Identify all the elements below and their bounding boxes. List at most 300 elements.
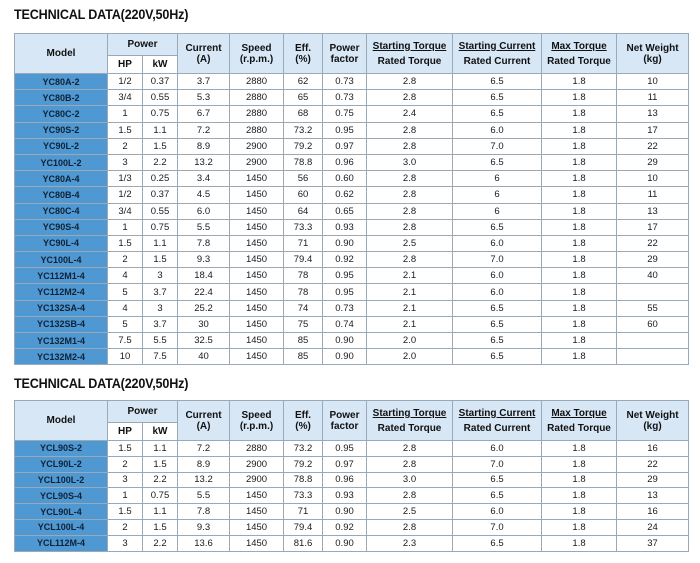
- table-row: [15, 504, 689, 520]
- table-row: [15, 441, 689, 457]
- table-row: [15, 488, 689, 504]
- cell-power-factor: 0.62: [323, 187, 367, 203]
- cell-speed: 2900: [230, 154, 284, 170]
- cell-net-weight: 13: [617, 488, 689, 504]
- cell-starting-torque-ratio: 2.1: [367, 316, 453, 332]
- header-hp: HP: [108, 423, 143, 441]
- cell-starting-torque-ratio: 2.8: [367, 519, 453, 535]
- cell-starting-torque-ratio: 2.3: [367, 535, 453, 551]
- cell-current: 13.6: [178, 535, 230, 551]
- cell-hp: 1/2: [108, 74, 143, 90]
- cell-net-weight: 11: [617, 90, 689, 106]
- cell-kw: 0.75: [143, 219, 178, 235]
- cell-net-weight: 29: [617, 252, 689, 268]
- cell-max-torque-ratio: 1.8: [542, 316, 617, 332]
- header-current: Current (A): [178, 401, 230, 441]
- cell-starting-torque-ratio: 2.8: [367, 138, 453, 154]
- cell-starting-torque-ratio: 2.8: [367, 74, 453, 90]
- header-model: Model: [15, 401, 108, 441]
- cell-model: YC132SB-4: [15, 316, 108, 332]
- table-row: [15, 187, 689, 203]
- cell-kw: 2.2: [143, 154, 178, 170]
- header-speed: Speed (r.p.m.): [230, 401, 284, 441]
- cell-efficiency: 74: [284, 300, 323, 316]
- cell-model: YC132M1-4: [15, 333, 108, 349]
- table-row: [15, 90, 689, 106]
- header-power: Power: [108, 34, 178, 56]
- cell-max-torque-ratio: 1.8: [542, 122, 617, 138]
- cell-current: 8.9: [178, 138, 230, 154]
- cell-efficiency: 78: [284, 268, 323, 284]
- table-row: [15, 284, 689, 300]
- header-hp: HP: [108, 56, 143, 74]
- cell-hp: 10: [108, 349, 143, 365]
- cell-kw: 1.1: [143, 441, 178, 457]
- cell-max-torque-ratio: 1.8: [542, 349, 617, 365]
- header-starting-torque: Starting Torque Rated Torque: [367, 34, 453, 74]
- cell-hp: 1.5: [108, 441, 143, 457]
- cell-hp: 1/2: [108, 187, 143, 203]
- cell-max-torque-ratio: 1.8: [542, 219, 617, 235]
- cell-efficiency: 79.2: [284, 138, 323, 154]
- header-starting-current: Starting Current Rated Current: [453, 401, 542, 441]
- header-kw: kW: [143, 423, 178, 441]
- cell-starting-torque-ratio: 2.1: [367, 300, 453, 316]
- cell-model: YC100L-4: [15, 252, 108, 268]
- cell-starting-torque-ratio: 2.5: [367, 235, 453, 251]
- cell-starting-current-ratio: 6.5: [453, 219, 542, 235]
- cell-kw: 3.7: [143, 316, 178, 332]
- table-row: [15, 316, 689, 332]
- cell-net-weight: 22: [617, 456, 689, 472]
- cell-starting-current-ratio: 7.0: [453, 252, 542, 268]
- cell-model: YCL112M-4: [15, 535, 108, 551]
- cell-efficiency: 73.2: [284, 441, 323, 457]
- cell-efficiency: 56: [284, 171, 323, 187]
- cell-kw: 2.2: [143, 535, 178, 551]
- header-net-weight: Net Weight (kg): [617, 34, 689, 74]
- cell-efficiency: 60: [284, 187, 323, 203]
- cell-efficiency: 79.4: [284, 519, 323, 535]
- cell-speed: 1450: [230, 316, 284, 332]
- cell-model: YCL100L-2: [15, 472, 108, 488]
- cell-hp: 4: [108, 300, 143, 316]
- cell-starting-current-ratio: 6.5: [453, 74, 542, 90]
- cell-net-weight: [617, 284, 689, 300]
- table-row: [15, 519, 689, 535]
- cell-speed: 1450: [230, 519, 284, 535]
- cell-kw: 0.75: [143, 106, 178, 122]
- cell-starting-torque-ratio: 2.0: [367, 333, 453, 349]
- cell-kw: 2.2: [143, 472, 178, 488]
- cell-hp: 4: [108, 268, 143, 284]
- cell-starting-current-ratio: 6.5: [453, 316, 542, 332]
- cell-speed: 1450: [230, 535, 284, 551]
- header-net-weight: Net Weight (kg): [617, 401, 689, 441]
- cell-hp: 5: [108, 284, 143, 300]
- cell-model: YCL90L-4: [15, 504, 108, 520]
- cell-starting-torque-ratio: 2.8: [367, 456, 453, 472]
- cell-model: YC90L-2: [15, 138, 108, 154]
- cell-kw: 0.75: [143, 488, 178, 504]
- cell-kw: 1.1: [143, 122, 178, 138]
- cell-max-torque-ratio: 1.8: [542, 252, 617, 268]
- cell-hp: 1: [108, 106, 143, 122]
- header-power: Power: [108, 401, 178, 423]
- cell-starting-current-ratio: 6.5: [453, 106, 542, 122]
- cell-current: 6.7: [178, 106, 230, 122]
- cell-starting-current-ratio: 6.0: [453, 122, 542, 138]
- cell-model: YC90S-4: [15, 219, 108, 235]
- cell-efficiency: 68: [284, 106, 323, 122]
- cell-model: YC90S-2: [15, 122, 108, 138]
- cell-hp: 1/3: [108, 171, 143, 187]
- cell-efficiency: 73.2: [284, 122, 323, 138]
- cell-current: 6.0: [178, 203, 230, 219]
- cell-speed: 1450: [230, 488, 284, 504]
- cell-speed: 1450: [230, 349, 284, 365]
- table-row: [15, 456, 689, 472]
- cell-efficiency: 71: [284, 235, 323, 251]
- cell-max-torque-ratio: 1.8: [542, 203, 617, 219]
- cell-hp: 1.5: [108, 504, 143, 520]
- cell-max-torque-ratio: 1.8: [542, 268, 617, 284]
- table-row: [15, 472, 689, 488]
- cell-starting-current-ratio: 6.5: [453, 535, 542, 551]
- cell-net-weight: 22: [617, 235, 689, 251]
- cell-kw: 1.5: [143, 138, 178, 154]
- table-row: [15, 535, 689, 551]
- cell-efficiency: 78.8: [284, 472, 323, 488]
- cell-starting-current-ratio: 7.0: [453, 519, 542, 535]
- cell-speed: 1450: [230, 284, 284, 300]
- cell-speed: 2900: [230, 456, 284, 472]
- cell-starting-current-ratio: 6.5: [453, 154, 542, 170]
- cell-starting-torque-ratio: 2.8: [367, 219, 453, 235]
- cell-starting-torque-ratio: 2.0: [367, 349, 453, 365]
- cell-current: 18.4: [178, 268, 230, 284]
- cell-max-torque-ratio: 1.8: [542, 106, 617, 122]
- table-row: [15, 154, 689, 170]
- cell-current: 13.2: [178, 472, 230, 488]
- cell-net-weight: [617, 349, 689, 365]
- cell-hp: 3: [108, 472, 143, 488]
- cell-net-weight: 22: [617, 138, 689, 154]
- cell-starting-torque-ratio: 2.8: [367, 90, 453, 106]
- cell-kw: 1.1: [143, 235, 178, 251]
- cell-speed: 1450: [230, 268, 284, 284]
- cell-hp: 1: [108, 488, 143, 504]
- cell-max-torque-ratio: 1.8: [542, 187, 617, 203]
- cell-current: 5.3: [178, 90, 230, 106]
- cell-power-factor: 0.97: [323, 456, 367, 472]
- cell-power-factor: 0.95: [323, 122, 367, 138]
- header-power-factor: Power factor: [323, 401, 367, 441]
- cell-efficiency: 81.6: [284, 535, 323, 551]
- cell-net-weight: 29: [617, 472, 689, 488]
- cell-efficiency: 78.8: [284, 154, 323, 170]
- cell-hp: 1.5: [108, 235, 143, 251]
- cell-net-weight: [617, 333, 689, 349]
- cell-speed: 1450: [230, 504, 284, 520]
- cell-net-weight: 17: [617, 219, 689, 235]
- cell-model: YC112M2-4: [15, 284, 108, 300]
- cell-net-weight: 13: [617, 106, 689, 122]
- cell-starting-current-ratio: 6.0: [453, 504, 542, 520]
- cell-efficiency: 73.3: [284, 219, 323, 235]
- cell-kw: 3: [143, 300, 178, 316]
- cell-hp: 2: [108, 138, 143, 154]
- cell-net-weight: 24: [617, 519, 689, 535]
- cell-current: 4.5: [178, 187, 230, 203]
- cell-max-torque-ratio: 1.8: [542, 74, 617, 90]
- cell-efficiency: 62: [284, 74, 323, 90]
- cell-net-weight: 11: [617, 187, 689, 203]
- cell-current: 25.2: [178, 300, 230, 316]
- cell-efficiency: 79.4: [284, 252, 323, 268]
- cell-power-factor: 0.73: [323, 74, 367, 90]
- cell-starting-current-ratio: 6.5: [453, 472, 542, 488]
- cell-hp: 2: [108, 519, 143, 535]
- table-row: [15, 171, 689, 187]
- cell-kw: 7.5: [143, 349, 178, 365]
- cell-starting-current-ratio: 6: [453, 203, 542, 219]
- cell-speed: 1450: [230, 187, 284, 203]
- cell-hp: 3/4: [108, 90, 143, 106]
- table-row: [15, 219, 689, 235]
- table-row: [15, 74, 689, 90]
- cell-power-factor: 0.73: [323, 90, 367, 106]
- table-row: [15, 106, 689, 122]
- header-efficiency: Eff. (%): [284, 34, 323, 74]
- cell-current: 5.5: [178, 488, 230, 504]
- cell-starting-torque-ratio: 2.1: [367, 268, 453, 284]
- cell-speed: 2880: [230, 106, 284, 122]
- cell-efficiency: 73.3: [284, 488, 323, 504]
- cell-current: 3.4: [178, 171, 230, 187]
- cell-net-weight: 40: [617, 268, 689, 284]
- cell-net-weight: 29: [617, 154, 689, 170]
- cell-starting-current-ratio: 6.5: [453, 349, 542, 365]
- cell-hp: 1.5: [108, 122, 143, 138]
- cell-model: YC90L-4: [15, 235, 108, 251]
- cell-efficiency: 71: [284, 504, 323, 520]
- cell-efficiency: 65: [284, 90, 323, 106]
- cell-power-factor: 0.90: [323, 235, 367, 251]
- cell-power-factor: 0.74: [323, 316, 367, 332]
- cell-current: 30: [178, 316, 230, 332]
- cell-starting-torque-ratio: 2.8: [367, 488, 453, 504]
- cell-speed: 2900: [230, 472, 284, 488]
- cell-model: YC80B-4: [15, 187, 108, 203]
- cell-power-factor: 0.96: [323, 154, 367, 170]
- cell-model: YCL90S-4: [15, 488, 108, 504]
- cell-model: YC80B-2: [15, 90, 108, 106]
- cell-kw: 1.5: [143, 456, 178, 472]
- cell-kw: 3.7: [143, 284, 178, 300]
- cell-power-factor: 0.95: [323, 441, 367, 457]
- cell-power-factor: 0.96: [323, 472, 367, 488]
- cell-starting-current-ratio: 7.0: [453, 456, 542, 472]
- header-model: Model: [15, 34, 108, 74]
- cell-max-torque-ratio: 1.8: [542, 235, 617, 251]
- cell-power-factor: 0.60: [323, 171, 367, 187]
- cell-kw: 0.37: [143, 74, 178, 90]
- cell-starting-torque-ratio: 2.8: [367, 203, 453, 219]
- cell-starting-torque-ratio: 2.5: [367, 504, 453, 520]
- cell-current: 9.3: [178, 252, 230, 268]
- header-starting-torque: Starting Torque Rated Torque: [367, 401, 453, 441]
- cell-model: YC80C-4: [15, 203, 108, 219]
- cell-net-weight: 13: [617, 203, 689, 219]
- cell-power-factor: 0.65: [323, 203, 367, 219]
- cell-starting-torque-ratio: 2.8: [367, 441, 453, 457]
- header-power-factor: Power factor: [323, 34, 367, 74]
- cell-current: 5.5: [178, 219, 230, 235]
- cell-max-torque-ratio: 1.8: [542, 472, 617, 488]
- cell-net-weight: 16: [617, 441, 689, 457]
- cell-starting-torque-ratio: 3.0: [367, 472, 453, 488]
- cell-model: YC80A-4: [15, 171, 108, 187]
- cell-starting-torque-ratio: 2.1: [367, 284, 453, 300]
- cell-model: YC132M2-4: [15, 349, 108, 365]
- header-max-torque: Max Torque Rated Torque: [542, 34, 617, 74]
- cell-starting-current-ratio: 6.5: [453, 488, 542, 504]
- cell-model: YC112M1-4: [15, 268, 108, 284]
- cell-efficiency: 78: [284, 284, 323, 300]
- cell-hp: 3: [108, 154, 143, 170]
- cell-starting-torque-ratio: 2.8: [367, 252, 453, 268]
- cell-speed: 1450: [230, 219, 284, 235]
- cell-net-weight: 10: [617, 171, 689, 187]
- cell-current: 8.9: [178, 456, 230, 472]
- cell-model: YC80A-2: [15, 74, 108, 90]
- cell-power-factor: 0.90: [323, 535, 367, 551]
- cell-max-torque-ratio: 1.8: [542, 300, 617, 316]
- cell-power-factor: 0.73: [323, 300, 367, 316]
- cell-hp: 3: [108, 535, 143, 551]
- table-row: [15, 300, 689, 316]
- cell-hp: 5: [108, 316, 143, 332]
- cell-power-factor: 0.75: [323, 106, 367, 122]
- cell-net-weight: 55: [617, 300, 689, 316]
- cell-current: 13.2: [178, 154, 230, 170]
- cell-max-torque-ratio: 1.8: [542, 456, 617, 472]
- cell-starting-current-ratio: 6: [453, 187, 542, 203]
- cell-power-factor: 0.92: [323, 252, 367, 268]
- cell-speed: 2880: [230, 441, 284, 457]
- cell-max-torque-ratio: 1.8: [542, 441, 617, 457]
- cell-speed: 1450: [230, 252, 284, 268]
- cell-efficiency: 64: [284, 203, 323, 219]
- header-starting-current: Starting Current Rated Current: [453, 34, 542, 74]
- cell-efficiency: 75: [284, 316, 323, 332]
- table-row: [15, 122, 689, 138]
- cell-power-factor: 0.93: [323, 219, 367, 235]
- cell-speed: 1450: [230, 300, 284, 316]
- cell-speed: 1450: [230, 333, 284, 349]
- cell-model: YC80C-2: [15, 106, 108, 122]
- cell-starting-torque-ratio: 3.0: [367, 154, 453, 170]
- cell-power-factor: 0.95: [323, 284, 367, 300]
- cell-power-factor: 0.97: [323, 138, 367, 154]
- cell-kw: 1.5: [143, 252, 178, 268]
- cell-starting-torque-ratio: 2.4: [367, 106, 453, 122]
- cell-model: YC132SA-4: [15, 300, 108, 316]
- cell-speed: 2900: [230, 138, 284, 154]
- header-max-torque: Max Torque Rated Torque: [542, 401, 617, 441]
- cell-kw: 3: [143, 268, 178, 284]
- cell-kw: 1.1: [143, 504, 178, 520]
- cell-hp: 3/4: [108, 203, 143, 219]
- cell-speed: 2880: [230, 90, 284, 106]
- cell-power-factor: 0.92: [323, 519, 367, 535]
- table2-title: TECHNICAL DATA(220V,50Hz): [14, 375, 189, 391]
- header-current: Current (A): [178, 34, 230, 74]
- cell-current: 22.4: [178, 284, 230, 300]
- cell-max-torque-ratio: 1.8: [542, 488, 617, 504]
- cell-current: 7.2: [178, 122, 230, 138]
- cell-current: 7.8: [178, 504, 230, 520]
- cell-hp: 1: [108, 219, 143, 235]
- cell-speed: 1450: [230, 203, 284, 219]
- cell-model: YCL100L-4: [15, 519, 108, 535]
- technical-data-table-2: [14, 400, 689, 552]
- cell-model: YC100L-2: [15, 154, 108, 170]
- table-row: [15, 252, 689, 268]
- cell-kw: 5.5: [143, 333, 178, 349]
- cell-starting-current-ratio: 6: [453, 171, 542, 187]
- cell-speed: 2880: [230, 74, 284, 90]
- cell-current: 32.5: [178, 333, 230, 349]
- cell-starting-current-ratio: 6.0: [453, 441, 542, 457]
- header-efficiency: Eff. (%): [284, 401, 323, 441]
- cell-kw: 0.25: [143, 171, 178, 187]
- cell-kw: 1.5: [143, 519, 178, 535]
- cell-net-weight: 16: [617, 504, 689, 520]
- cell-max-torque-ratio: 1.8: [542, 333, 617, 349]
- cell-max-torque-ratio: 1.8: [542, 535, 617, 551]
- technical-data-table-1: [14, 33, 689, 365]
- cell-kw: 0.55: [143, 203, 178, 219]
- table-row: [15, 268, 689, 284]
- cell-starting-current-ratio: 6.0: [453, 268, 542, 284]
- cell-max-torque-ratio: 1.8: [542, 519, 617, 535]
- cell-starting-current-ratio: 6.5: [453, 333, 542, 349]
- cell-efficiency: 79.2: [284, 456, 323, 472]
- cell-starting-torque-ratio: 2.8: [367, 122, 453, 138]
- cell-power-factor: 0.95: [323, 268, 367, 284]
- cell-hp: 2: [108, 456, 143, 472]
- header-speed: Speed (r.p.m.): [230, 34, 284, 74]
- header-kw: kW: [143, 56, 178, 74]
- cell-model: YCL90S-2: [15, 441, 108, 457]
- table-row: [15, 349, 689, 365]
- table-row: [15, 203, 689, 219]
- cell-kw: 0.37: [143, 187, 178, 203]
- cell-current: 40: [178, 349, 230, 365]
- cell-max-torque-ratio: 1.8: [542, 504, 617, 520]
- cell-starting-current-ratio: 6.5: [453, 300, 542, 316]
- cell-current: 3.7: [178, 74, 230, 90]
- cell-max-torque-ratio: 1.8: [542, 90, 617, 106]
- cell-starting-current-ratio: 6.0: [453, 235, 542, 251]
- table-row: [15, 333, 689, 349]
- table-row: [15, 138, 689, 154]
- cell-kw: 0.55: [143, 90, 178, 106]
- cell-power-factor: 0.90: [323, 504, 367, 520]
- cell-starting-current-ratio: 6.0: [453, 284, 542, 300]
